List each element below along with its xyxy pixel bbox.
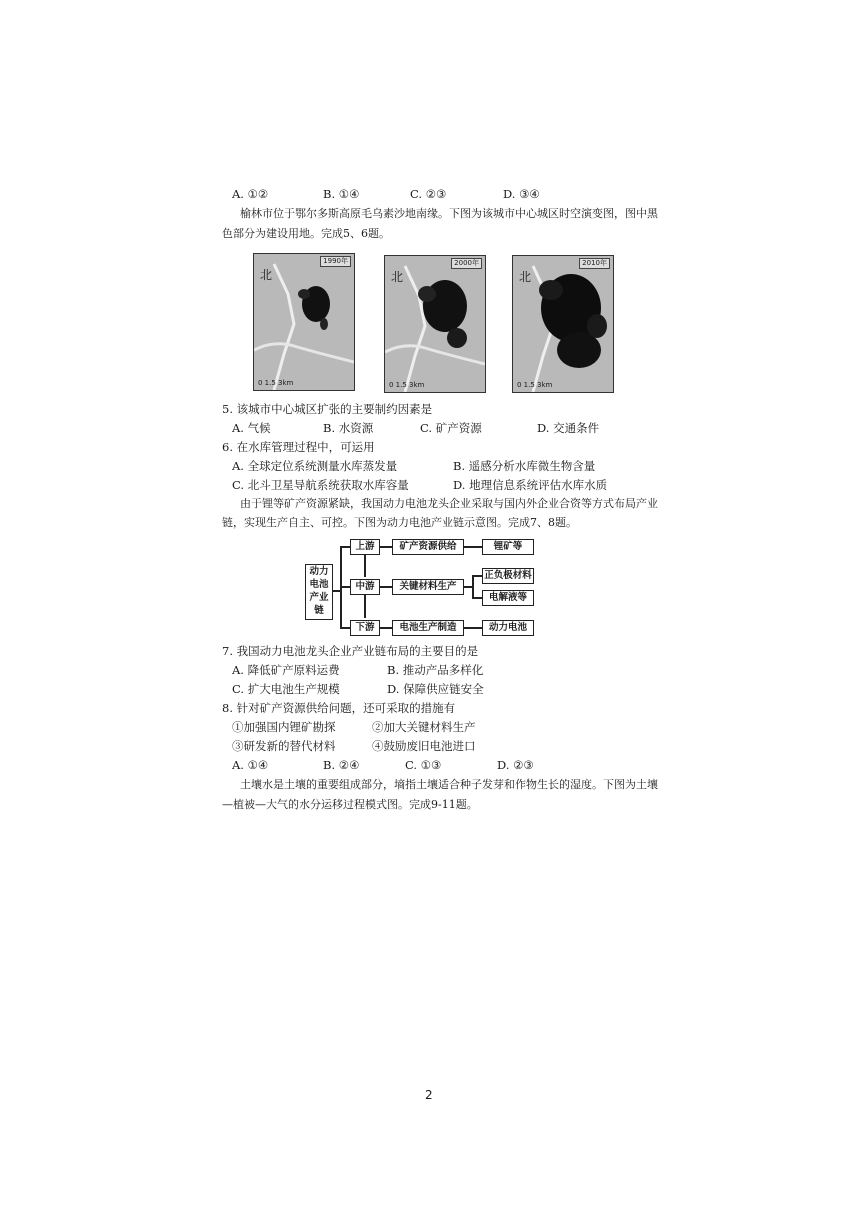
connector [472,575,482,577]
connector [472,575,474,598]
q8-item-3: ③研发新的替代材料 [232,739,336,753]
map-year-label: 1990年 [320,256,351,267]
q8-option-c: C. ①③ [405,758,442,772]
q7-option-d: D. 保障供应链安全 [387,682,484,696]
connector [340,546,350,548]
intro-9-11-line1: 土壤水是土壤的重要组成部分，墒指土壤适合种子发芽和作物生长的湿度。下图为土壤 [240,778,658,791]
connector [380,586,392,588]
connector [340,586,350,588]
process-material-production: 关键材料生产 [392,579,464,595]
page-number: 2 [425,1088,433,1102]
product-electrolyte: 电解液等 [482,590,534,606]
q7-option-b: B. 推动产品多样化 [387,663,484,677]
connector [340,627,350,629]
connector [472,597,482,599]
map-year-label: 2000年 [451,258,482,269]
map-2000 [384,255,486,393]
stage-upstream: 上游 [350,539,380,555]
q8-item-2: ②加大关键材料生产 [372,720,476,734]
q4-option-d: D. ③④ [503,187,540,201]
process-mineral-supply: 矿产资源供给 [392,539,464,555]
process-battery-manufacturing: 电池生产制造 [392,620,464,636]
product-electrode-materials: 正负极材料 [482,568,534,584]
connector [380,546,392,548]
north-arrow-icon: 北 [260,268,273,282]
connector [464,627,482,629]
intro-9-11-line2: —植被—大气的水分运移过程模式图。完成9-11题。 [222,798,478,811]
north-arrow-icon: 北 [391,270,404,284]
diagram-root-box: 动力电池产业链 [305,564,333,620]
q6-stem: 6. 在水库管理过程中，可运用 [222,440,375,454]
arrow-down-icon [364,555,366,577]
intro-5-6-line1: 榆林市位于鄂尔多斯高原毛乌素沙地南缘。下图为该城市中心城区时空演变图，图中黑 [240,207,658,220]
stage-downstream: 下游 [350,620,380,636]
q8-option-b: B. ②④ [323,758,360,772]
q6-option-c: C. 北斗卫星导航系统获取水库容量 [232,478,409,492]
q8-item-1: ①加强国内锂矿勘探 [232,720,336,734]
q5-option-c: C. 矿产资源 [420,421,482,435]
q4-option-a: A. ①② [232,187,269,201]
q7-stem: 7. 我国动力电池龙头企业产业链布局的主要目的是 [222,644,479,658]
product-lithium-ore: 锂矿等 [482,539,534,555]
map-scale-bar: 0 1.5 3km [389,381,425,389]
q6-option-a: A. 全球定位系统测量水库蒸发量 [232,459,398,473]
q8-stem: 8. 针对矿产资源供给问题，还可采取的措施有 [222,701,456,715]
connector [380,627,392,629]
q7-option-a: A. 降低矿产原料运费 [232,663,340,677]
q8-option-a: A. ①④ [232,758,269,772]
intro-7-8-line2: 链，实现生产自主、可控。下图为动力电池产业链示意图。完成7、8题。 [222,516,577,529]
q6-option-b: B. 遥感分析水库微生物含量 [453,459,596,473]
arrow-down-icon [364,595,366,618]
q7-option-c: C. 扩大电池生产规模 [232,682,340,696]
intro-7-8-line1: 由于锂等矿产资源紧缺，我国动力电池龙头企业采取与国内外企业合资等方式布局产业 [240,497,658,510]
map-1990 [253,253,355,391]
map-year-label: 2010年 [579,258,610,269]
intro-5-6-line2: 色部分为建设用地。完成5、6题。 [222,227,390,240]
q5-option-a: A. 气候 [232,421,271,435]
map-scale-bar: 0 1.5 3km [517,381,553,389]
q6-option-d: D. 地理信息系统评估水库水质 [453,478,608,492]
connector [332,590,340,592]
q5-stem: 5. 该城市中心城区扩张的主要制约因素是 [222,402,433,416]
q5-option-d: D. 交通条件 [537,421,600,435]
north-arrow-icon: 北 [519,270,532,284]
product-power-battery: 动力电池 [482,620,534,636]
stage-midstream: 中游 [350,579,380,595]
connector [464,586,472,588]
q8-option-d: D. ②③ [497,758,534,772]
q8-item-4: ④鼓励废旧电池进口 [372,739,476,753]
q4-option-c: C. ②③ [410,187,447,201]
connector [464,546,482,548]
q5-option-b: B. 水资源 [323,421,374,435]
map-2010 [512,255,614,393]
q4-option-b: B. ①④ [323,187,360,201]
map-scale-bar: 0 1.5 3km [258,379,294,387]
